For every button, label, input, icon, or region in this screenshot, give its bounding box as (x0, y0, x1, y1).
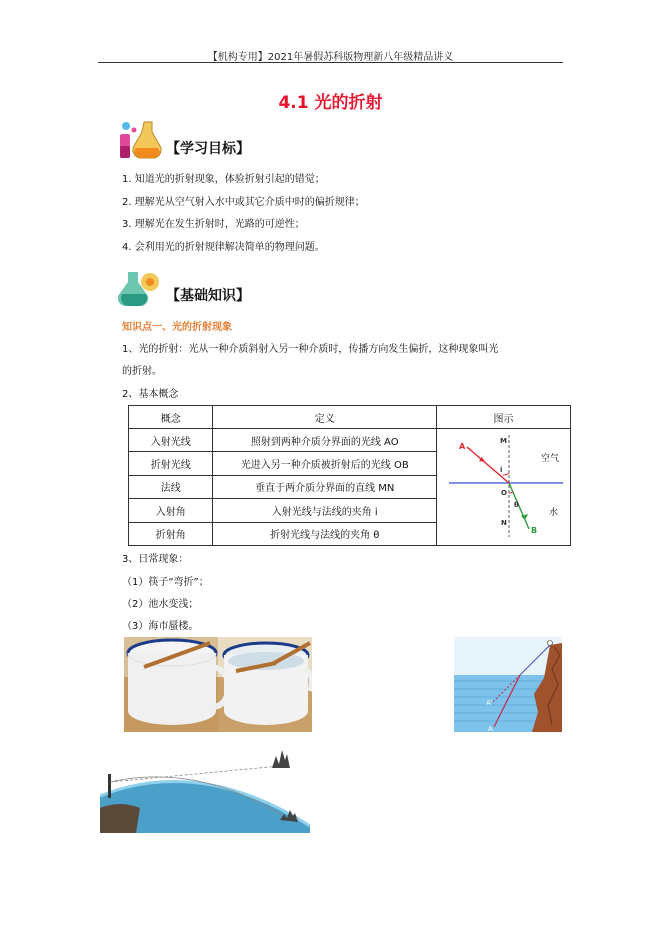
pool-depth-diagram (454, 637, 562, 732)
page-title: 4.1 光的折射 (278, 93, 383, 113)
refraction-diagram (437, 429, 570, 545)
label-A-real: A (488, 725, 493, 732)
label-A-prime: A' (486, 699, 493, 707)
table-cell: 折射光线 (129, 452, 213, 475)
page-header: 【机构专用】2021年暑假苏科版物理新八年级精品讲义 (207, 52, 454, 63)
daily-item: （3）海市蜃楼。 (122, 621, 199, 632)
table-cell: 垂直于两介质分界面的直线 MN (213, 475, 437, 498)
table-header: 概念 (129, 406, 213, 429)
concepts-label: 2、基本概念 (122, 389, 179, 400)
beaker-icon (118, 268, 162, 308)
table-header: 定义 (213, 406, 437, 429)
table-cell: 折射光线与法线的夹角 θ (213, 522, 437, 545)
table-cell: 折射角 (129, 522, 213, 545)
objective-item: 2. 理解光从空气射入水中或其它介质中时的偏折规律； (122, 197, 365, 208)
flask-icon (118, 118, 162, 162)
label-A: A (459, 442, 466, 451)
table-header: 图示 (437, 406, 571, 429)
refracted-ray (509, 483, 529, 529)
daily-phenomena-label: 3、日常现象： (122, 554, 189, 565)
label-M: M (500, 437, 507, 445)
basics-heading: 【基础知识】 (166, 288, 250, 304)
daily-item: （1）筷子“弯折”； (122, 577, 209, 588)
label-water: 水 (549, 508, 559, 518)
table-cell: 光进入另一种介质被折射后的光线 OB (213, 452, 437, 475)
concept-table (128, 405, 571, 546)
label-B: B (531, 526, 538, 535)
refracted-arrow (521, 514, 528, 520)
table-cell: 入射光线与法线的夹角 i (213, 499, 437, 522)
label-O: O (501, 489, 507, 497)
incident-ray (467, 447, 509, 483)
table-cell: 入射光线 (129, 429, 213, 452)
label-theta: θ (514, 501, 519, 509)
definition-text-cont: 的折射。 (122, 366, 162, 377)
table-cell: 法线 (129, 475, 213, 498)
objective-item: 1. 知道光的折射现象，体验折射引起的错觉； (122, 174, 325, 185)
table-cell: 入射角 (129, 499, 213, 522)
label-air: 空气 (541, 454, 560, 464)
label-N: N (501, 519, 507, 527)
objectives-heading: 【学习目标】 (166, 141, 250, 157)
objective-item: 3. 理解光在发生折射时，光路的可逆性； (122, 219, 305, 230)
daily-item: （2）池水变浅； (122, 599, 199, 610)
knowledge-point-title: 知识点一、光的折射现象 (122, 322, 232, 333)
table-cell: 照射到两种介质分界面的光线 AO (213, 429, 437, 452)
refraction-diagram-cell (437, 429, 571, 546)
mirage-diagram (100, 738, 310, 833)
chopstick-cups-photo (124, 637, 312, 732)
definition-text: 1、光的折射：光从一种介质斜射入另一种介质时，传播方向发生偏折，这种现象叫光 (122, 344, 499, 355)
objective-item: 4. 会利用光的折射规律解决简单的物理问题。 (122, 242, 325, 253)
header-divider (98, 62, 563, 63)
label-i: i (500, 466, 503, 474)
